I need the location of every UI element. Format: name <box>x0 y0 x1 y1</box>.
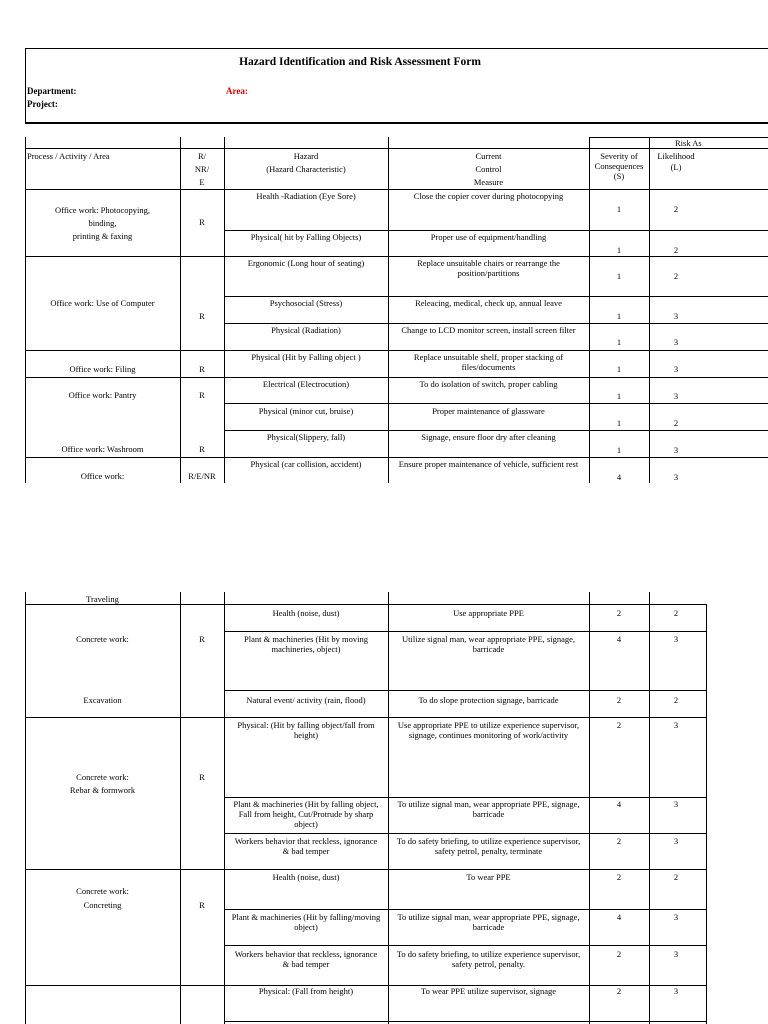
severity-cell: 2 <box>616 836 622 846</box>
control-cell: barricade <box>472 922 505 932</box>
process-cell: Office work: Pantry <box>68 390 137 400</box>
process-cell: Office work: <box>80 471 125 481</box>
severity-cell: 2 <box>616 949 622 959</box>
control-cell: To utilize signal man, wear appropriate PPE, signage, <box>397 799 580 809</box>
process-cell: Rebar & formwork <box>69 785 136 795</box>
likelihood-cell: 2 <box>673 271 679 281</box>
likelihood-cell: 3 <box>673 337 679 347</box>
process-cell: Traveling <box>86 594 119 604</box>
area-label: Area: <box>226 86 248 96</box>
control-cell: Use appropriate PPE to utilize experience supervisor, <box>397 720 580 730</box>
likelihood-cell: 3 <box>673 836 679 846</box>
severity-cell: 1 <box>616 418 622 428</box>
hazard-cell: Plant & machineries (Hit by falling/moving <box>231 912 381 922</box>
process-cell: Office work: Filing <box>69 364 136 374</box>
process-cell: Office work: Washroom <box>61 444 144 454</box>
hazard-cell: & bad temper <box>282 959 330 969</box>
hazard-cell: Psychosocial (Stress) <box>269 298 343 308</box>
rnre-cell: R <box>199 364 205 374</box>
severity-cell: 1 <box>616 445 622 455</box>
likelihood-cell: 3 <box>673 912 679 922</box>
rnre-cell: R <box>199 217 205 227</box>
column-header-control-1: Current <box>475 151 502 161</box>
severity-cell: 2 <box>616 872 622 882</box>
likelihood-cell: 2 <box>673 695 679 705</box>
project-label: Project: <box>27 99 58 109</box>
department-label: Department: <box>27 86 77 96</box>
column-header-severity-1: Severity of <box>600 151 638 161</box>
severity-cell: 4 <box>616 912 622 922</box>
rnre-cell: R <box>199 772 205 782</box>
severity-cell: 1 <box>616 337 622 347</box>
rnre-cell: R <box>199 390 205 400</box>
hazard-cell: Electrical (Electrocution) <box>262 379 350 389</box>
process-cell: binding, <box>88 218 117 228</box>
hazard-cell: Physical: (Hit by falling object/fall from <box>237 720 375 730</box>
likelihood-cell: 2 <box>673 204 679 214</box>
severity-cell: 1 <box>616 245 622 255</box>
hazard-cell: Physical (Hit by Falling object ) <box>251 352 361 362</box>
control-cell: To do safety briefing, to utilize experience supervisor, <box>396 836 581 846</box>
severity-cell: 4 <box>616 634 622 644</box>
column-header-control-2: Control <box>475 164 502 174</box>
rnre-cell: R/E/NR <box>188 471 216 481</box>
process-cell: Excavation <box>83 695 122 705</box>
control-cell: safety petrol, penalty, terminate <box>434 846 543 856</box>
hazard-cell: Health (noise, dust) <box>272 872 340 882</box>
column-header-rnre-1: R/ <box>197 151 207 161</box>
risk-assessment-group-header: Risk As <box>675 138 702 148</box>
column-header-rnre-3: E <box>199 177 205 187</box>
process-cell: Concrete work: <box>76 772 129 782</box>
rnre-cell: R <box>199 311 205 321</box>
hazard-cell: Physical (minor cut, bruise) <box>258 406 354 416</box>
process-cell: Concrete work: <box>76 634 129 644</box>
severity-cell: 1 <box>616 311 622 321</box>
control-cell: files/documents <box>461 362 516 372</box>
control-cell: Proper use of equipment/handling <box>430 232 547 242</box>
rnre-cell: R <box>199 634 205 644</box>
control-cell: Close the copier cover during photocopying <box>413 191 564 201</box>
severity-cell: 1 <box>616 391 622 401</box>
hazard-cell: object) <box>294 819 318 829</box>
control-cell: To utilize signal man, wear appropriate PPE, signage, <box>397 912 580 922</box>
hazard-cell: Physical: (Fall from height) <box>258 986 354 996</box>
column-header-control-3: Measure <box>473 177 504 187</box>
control-cell: Ensure proper maintenance of vehicle, sufficient rest <box>398 459 579 469</box>
severity-cell: 2 <box>616 608 622 618</box>
control-cell: safety petrol, penalty. <box>451 959 526 969</box>
process-cell: Office work: Photocopying, <box>55 205 150 215</box>
likelihood-cell: 2 <box>673 608 679 618</box>
process-cell: printing & faxing <box>72 231 133 241</box>
column-header-rnre-2: NR/ <box>194 164 210 174</box>
severity-cell: 4 <box>616 799 622 809</box>
control-cell: Use appropriate PPE <box>453 608 524 618</box>
control-cell: barricade <box>472 809 505 819</box>
control-cell: Releacing, medical, check up, annual leave <box>415 298 562 308</box>
likelihood-cell: 3 <box>673 311 679 321</box>
column-header-hazard-2: (Hazard Characteristic) <box>266 164 346 174</box>
severity-cell: 2 <box>616 695 622 705</box>
control-cell: Signage, ensure floor dry after cleaning <box>421 432 556 442</box>
hazard-cell: Physical( hit by Falling Objects) <box>250 232 362 242</box>
likelihood-cell: 2 <box>673 418 679 428</box>
control-cell: position/partitions <box>457 268 520 278</box>
hazard-cell: Ergonomic (Long hour of seating) <box>247 258 365 268</box>
hazard-cell: Physical (car collision, accident) <box>250 459 362 469</box>
hazard-cell: Natural event/ activity (rain, flood) <box>246 695 366 705</box>
likelihood-cell: 3 <box>673 364 679 374</box>
hazard-cell: Fall from height, Cut/Protrude by sharp <box>238 809 374 819</box>
hazard-cell: Plant & machineries (Hit by moving <box>244 634 368 644</box>
rnre-cell: R <box>199 444 205 454</box>
likelihood-cell: 3 <box>673 472 679 482</box>
hazard-cell: & bad temper <box>282 846 330 856</box>
column-header-severity-3: (S) <box>613 171 625 181</box>
control-cell: Change to LCD monitor screen, install screen filter <box>401 325 576 335</box>
severity-cell: 4 <box>616 472 622 482</box>
column-header-likelihood-2: (L) <box>670 162 682 172</box>
likelihood-cell: 3 <box>673 949 679 959</box>
likelihood-cell: 2 <box>673 872 679 882</box>
form-title: Hazard Identification and Risk Assessment Form <box>239 56 481 68</box>
control-cell: Proper maintenance of glassware <box>432 406 545 416</box>
severity-cell: 2 <box>616 720 622 730</box>
process-cell: Office work: Use of Computer <box>50 298 155 308</box>
severity-cell: 1 <box>616 364 622 374</box>
control-cell: Replace unsuitable chairs or rearrange the <box>417 258 560 268</box>
control-cell: To do isolation of switch, proper cabling <box>419 379 558 389</box>
likelihood-cell: 3 <box>673 799 679 809</box>
column-header-severity-2: Consequences <box>594 161 644 171</box>
column-header-process: Process / Activity / Area <box>27 151 110 161</box>
hazard-cell: object) <box>294 922 318 932</box>
control-cell: To wear PPE <box>466 872 511 882</box>
likelihood-cell: 3 <box>673 391 679 401</box>
column-header-hazard-1: Hazard <box>293 151 319 161</box>
likelihood-cell: 3 <box>673 445 679 455</box>
severity-cell: 1 <box>616 271 622 281</box>
hazard-cell: Physical(Slippery, fall) <box>266 432 346 442</box>
control-cell: To do slope protection signage, barricade <box>418 695 559 705</box>
column-header-likelihood-1: Likelihood <box>657 151 695 161</box>
likelihood-cell: 3 <box>673 634 679 644</box>
process-cell: Concrete work: <box>76 886 129 896</box>
hazard-cell: machineries, object) <box>271 644 341 654</box>
control-cell: barricade <box>472 644 505 654</box>
hazard-cell: Physical (Radiation) <box>271 325 341 335</box>
control-cell: signage, continues monitoring of work/activity <box>408 730 569 740</box>
likelihood-cell: 3 <box>673 986 679 996</box>
likelihood-cell: 3 <box>673 720 679 730</box>
control-cell: To wear PPE utilize supervisor, signage <box>420 986 557 996</box>
hazard-cell: height) <box>293 730 319 740</box>
rnre-cell: R <box>199 900 205 910</box>
hazard-cell: Plant & machineries (Hit by falling object, <box>233 799 379 809</box>
hazard-cell: Health -Radiation (Eye Sore) <box>256 191 356 201</box>
hazard-cell: Workers behavior that reckless, ignorance <box>234 836 378 846</box>
process-cell: Concreting <box>83 900 122 910</box>
hazard-cell: Workers behavior that reckless, ignorance <box>234 949 378 959</box>
likelihood-cell: 2 <box>673 245 679 255</box>
control-cell: To do safety briefing, to utilize experience supervisor, <box>396 949 581 959</box>
severity-cell: 1 <box>616 204 622 214</box>
control-cell: Replace unsuitable shelf, proper stacking of <box>413 352 564 362</box>
hazard-cell: Health (noise, dust) <box>272 608 340 618</box>
severity-cell: 2 <box>616 986 622 996</box>
control-cell: Utilize signal man, wear appropriate PPE, signage, <box>401 634 576 644</box>
